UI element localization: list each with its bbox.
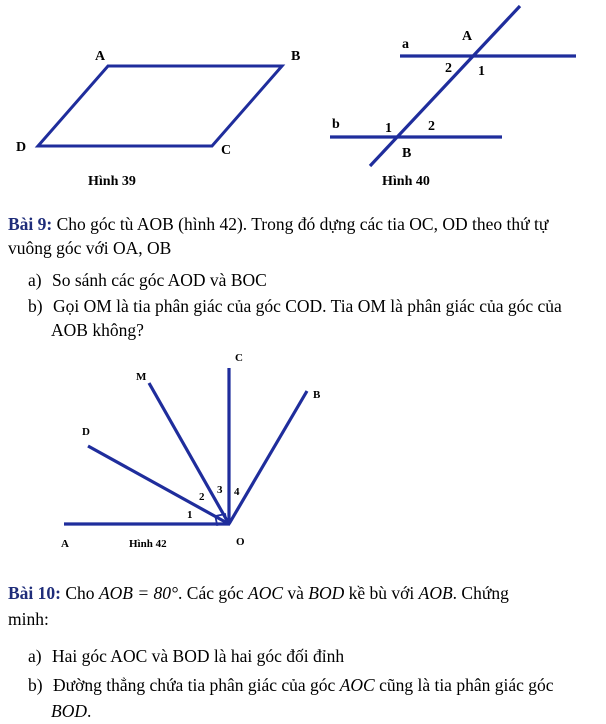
bai10-item-a [28,644,344,668]
fig42-label-c: C [235,352,243,364]
bai10-a-label: a) [28,646,42,666]
fig39-label-d: D [16,140,27,155]
bai10-bod: BOD [308,583,345,603]
fig42-angle-1: 1 [187,509,193,521]
bai10-b-label: b) [28,675,43,695]
transversal [370,6,520,166]
fig42-label-b: B [313,389,321,401]
bai10-b-line2-math: BOD [51,701,87,721]
bai9-a-text: So sánh các góc AOD và BOC [51,270,267,290]
bai10-b-text1: Đường thẳng chứa tia phân giác của góc [52,675,340,695]
fig40-angle-a1: 1 [478,64,485,79]
fig39-label-a: A [95,49,106,64]
bai9-item-a [28,268,267,292]
fig39-label-c: C [221,143,232,158]
fig40-label-point-b: B [402,146,412,161]
bai9-text1: Cho góc tù AOB (hình 42). Trong đó dựng các tia OC, OD theo thứ tự [52,214,549,234]
bai10-cho: Cho [61,583,99,603]
fig42-label-o: O [236,536,245,548]
bai10-line1 [8,581,509,605]
bai9-a-label: a) [28,270,42,290]
bai10-b-math: AOC [339,675,375,695]
fig40-caption: Hình 40 [382,174,430,189]
fig40-label-point-a: A [462,29,473,44]
fig42-label-m: M [136,371,147,383]
bai10-kebu: kề bù với [344,583,419,603]
bai10-title: Bài 10: [8,583,61,603]
bai9-item-b [28,294,562,318]
figure-42 [61,352,321,550]
fig40-angle-b1: 1 [385,121,392,136]
bai10-aob-eq: AOB = 80° [98,583,179,603]
fig42-angle-3: 3 [217,484,223,496]
bai10-b-line2 [51,699,91,723]
bai9-b-label: b) [28,296,43,316]
fig42-caption: Hình 42 [129,538,167,550]
bai9-line2: vuông góc với OA, OB [8,238,172,258]
fig40-label-line-b: b [332,117,340,132]
bai9-line1 [8,212,548,236]
bai10-item-b [28,673,554,697]
figure-39 [16,49,300,189]
ray-ob [229,391,307,524]
bai10-b-text2: cũng là tia phân giác góc [374,675,554,695]
bai10-chung: . Chứng [452,583,509,603]
bai10-aob: AOB [418,583,453,603]
parallelogram-abcd [38,66,282,146]
fig42-label-a: A [61,538,69,550]
bai10-line2: minh: [8,609,49,629]
figure-40 [330,6,576,189]
bai10-rest1: . Các góc [178,583,248,603]
bai9-b-text1: Gọi OM là tia phân giác của góc COD. Tia OM là phân giác của góc của [52,296,562,316]
fig39-caption: Hình 39 [88,174,136,189]
fig40-label-line-a: a [402,37,409,52]
fig42-angle-4: 4 [234,486,240,498]
fig42-angle-2: 2 [199,491,205,503]
bai9-b-text2: AOB không? [51,320,144,340]
fig40-angle-a2: 2 [445,61,452,76]
bai10-va: và [283,583,309,603]
fig40-angle-b2: 2 [428,119,435,134]
bai9-title: Bài 9: [8,214,53,234]
fig42-label-d: D [82,426,90,438]
bai10-a-text: Hai góc AOC và BOD là hai góc đối đỉnh [51,646,345,666]
bai10-b-line2-end: . [86,701,92,721]
bai10-aoc: AOC [248,583,283,603]
fig39-label-b: B [291,49,301,64]
